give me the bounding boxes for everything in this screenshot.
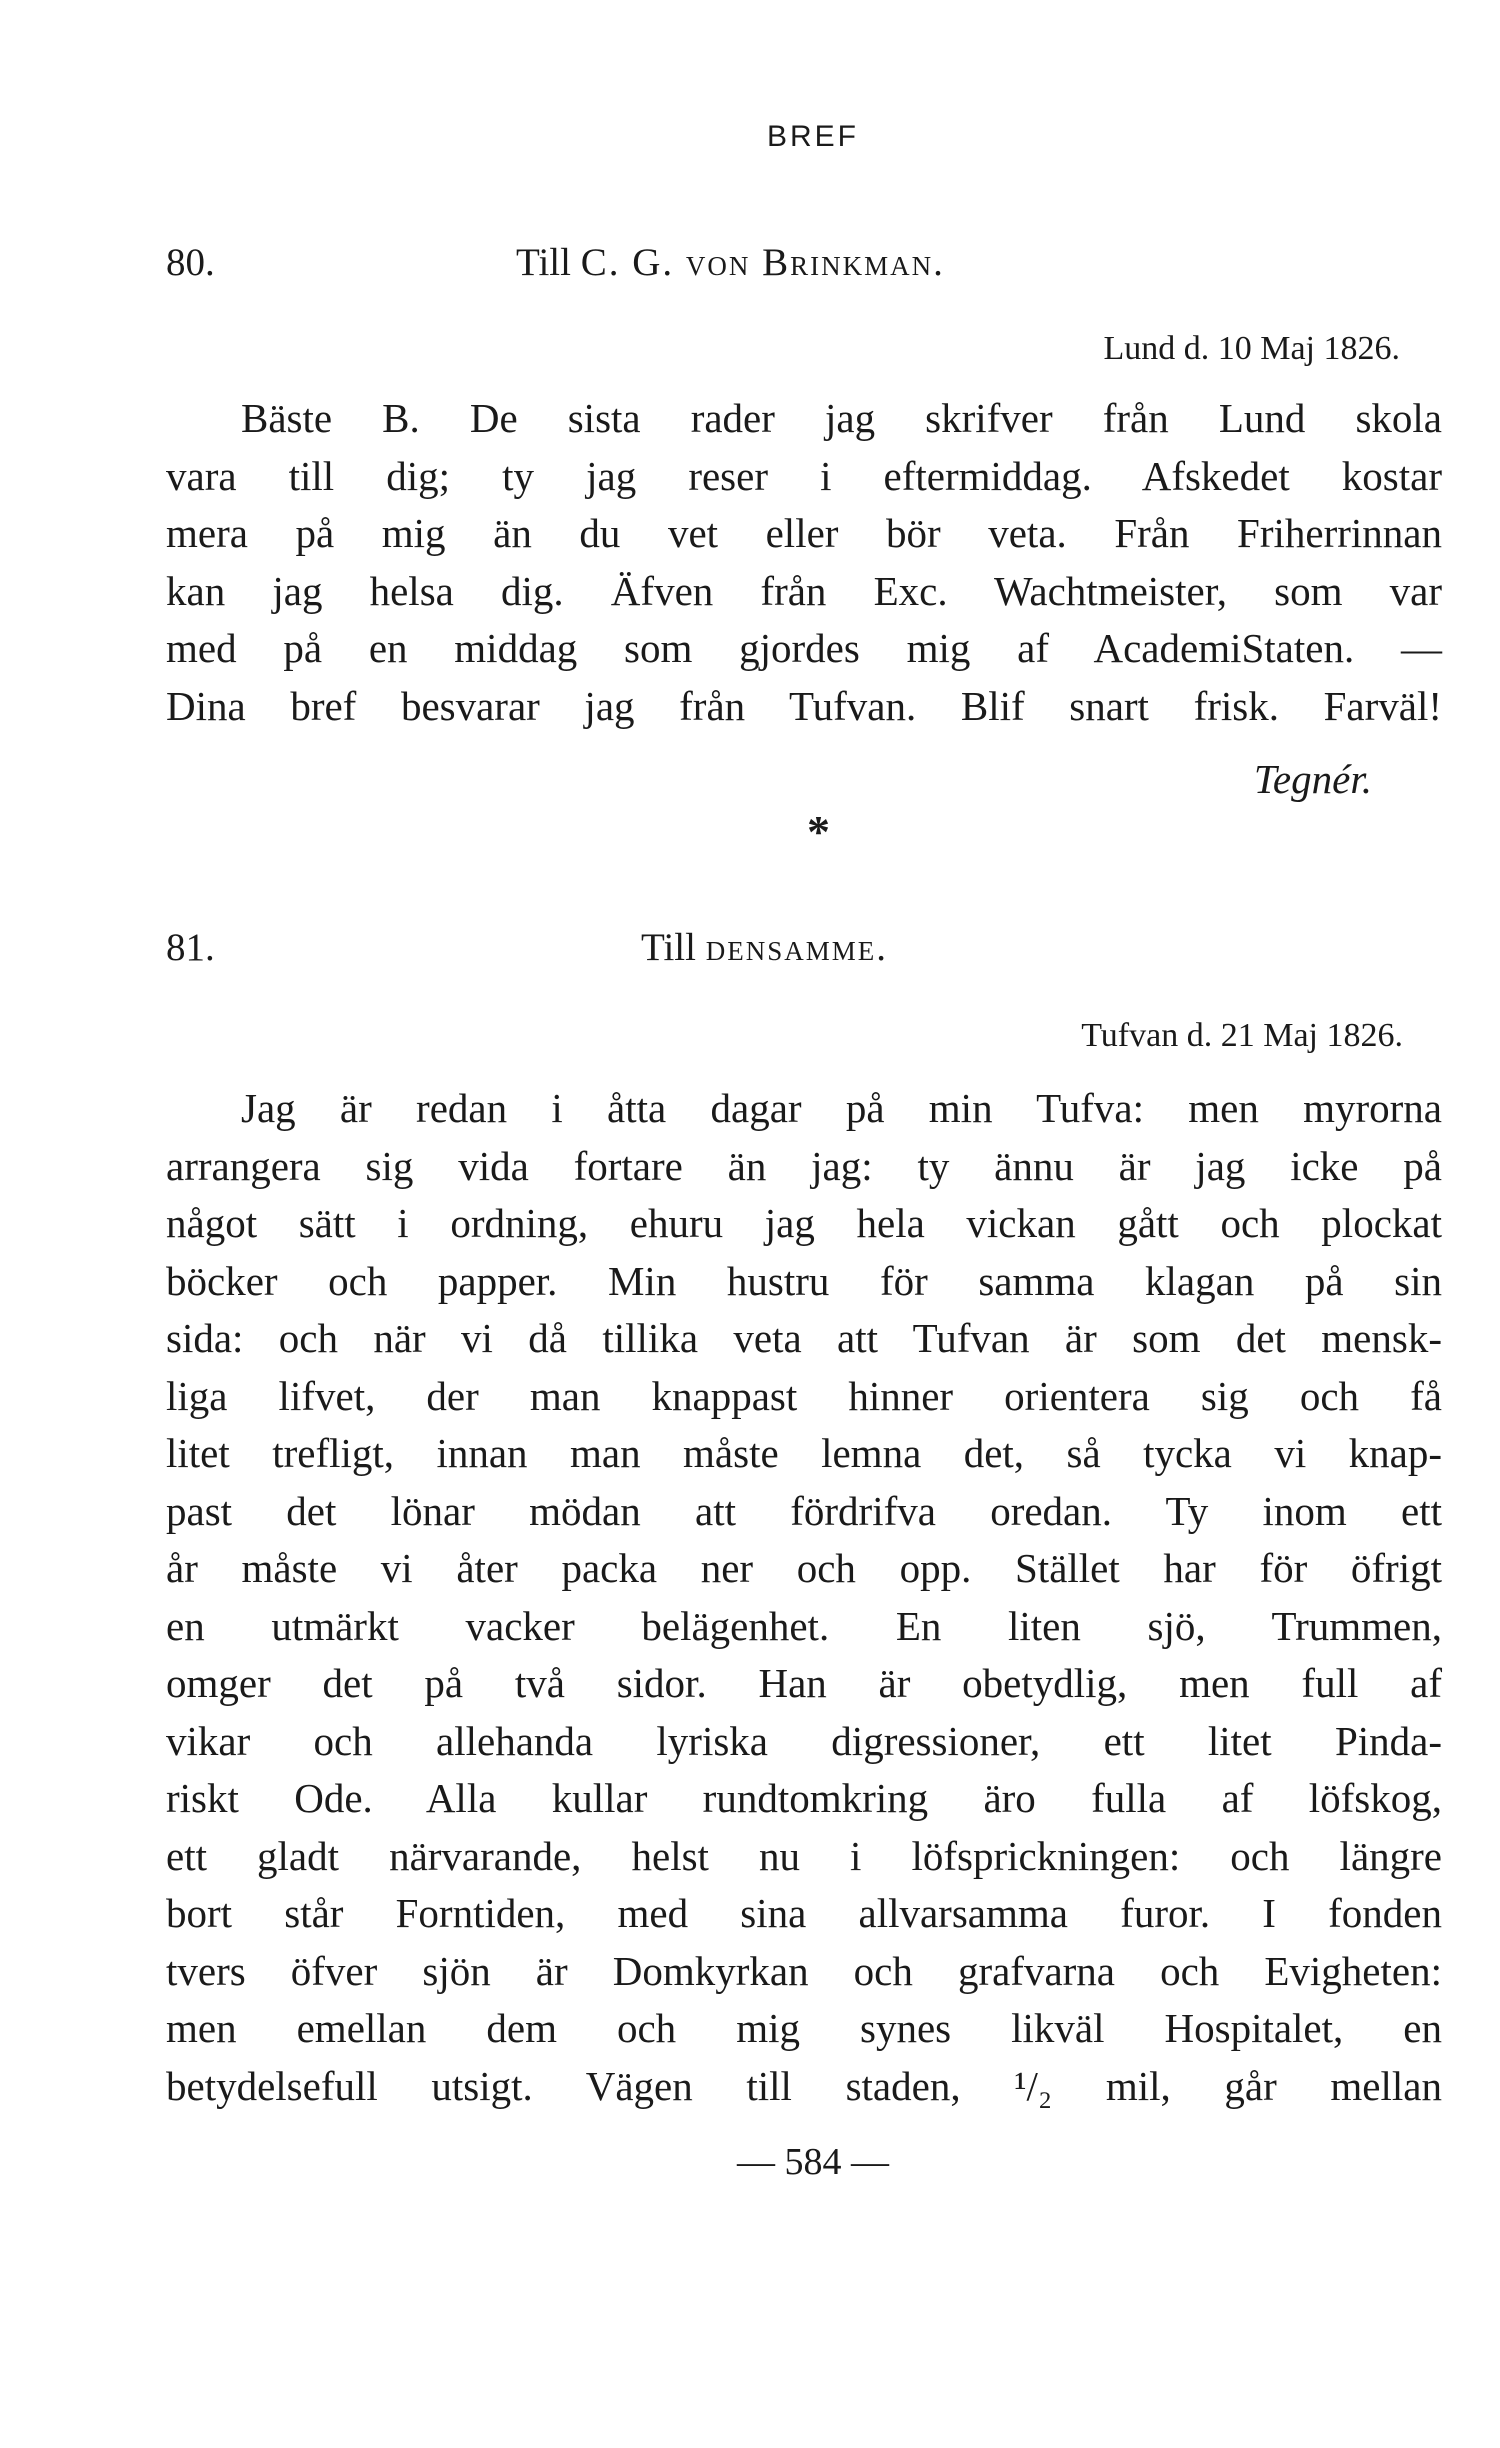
letter-number: 81. — [166, 926, 215, 969]
body-line: Bäste B. De sista rader jag skrifver från Lund skola — [241, 395, 1442, 441]
body-line: vikar och allehanda lyriska digressioner, ett litet Pinda- — [166, 1717, 1442, 1764]
recipient-name: C. G. von Brinkman. — [580, 241, 945, 284]
letter-81-body — [166, 1080, 1442, 2115]
body-line: men emellan dem och mig synes likväl Hospitalet, en — [166, 2005, 1442, 2051]
page-number: — 584 — — [737, 2141, 889, 2183]
separator-asterisk: * — [807, 806, 830, 857]
letter-80-signature: Tegnér. — [1253, 756, 1372, 802]
body-line: med på en middag som gjordes mig af AcademiStaten. — — [166, 625, 1442, 671]
letter-number: 80. — [166, 241, 215, 284]
letter-81-dateline: Tufvan d. 21 Maj 1826. — [1081, 1017, 1403, 1054]
body-line: arrangera sig vida fortare än jag: ty ännu är jag icke på — [166, 1142, 1442, 1189]
letter-heading-81 — [166, 925, 888, 970]
body-line: litet trefligt, innan man måste lemna det, så tycka vi knap- — [166, 1430, 1442, 1476]
body-line: omger det på två sidor. Han är obetydlig, men full af — [166, 1660, 1442, 1706]
body-line: Dina bref besvarar jag från Tufvan. Blif snart frisk. Farväl! — [166, 682, 1442, 729]
body-line: kan jag helsa dig. Äfven från Exc. Wachtmeister, som var — [166, 567, 1442, 614]
recipient-name: densamme. — [705, 926, 888, 969]
body-line: en utmärkt vacker belägenhet. En liten sjö, Trummen, — [166, 1602, 1442, 1649]
recipient-prefix: Till — [641, 926, 696, 969]
letter-heading-80 — [166, 240, 945, 285]
letter-80-body — [166, 390, 1442, 735]
running-head: BREF — [766, 120, 859, 153]
body-line: liga lifvet, der man knappast hinner orientera sig och få — [166, 1372, 1442, 1419]
body-line: ett gladt närvarande, helst nu i löfsprickningen: och längre — [166, 1832, 1442, 1879]
body-line: past det lönar mödan att fördrifva oredan. Ty inom ett — [166, 1487, 1442, 1534]
body-line: vara till dig; ty jag reser i eftermiddag. Afskedet kostar — [166, 452, 1442, 499]
body-line: böcker och papper. Min hustru för samma klagan på sin — [166, 1257, 1442, 1304]
recipient-prefix: Till — [516, 241, 571, 284]
body-line: år måste vi åter packa ner och opp. Stället har för öfrigt — [166, 1545, 1442, 1591]
body-line: bort står Forntiden, med sina allvarsamma furor. I fonden — [166, 1890, 1442, 1936]
body-line: mera på mig än du vet eller bör veta. Från Friherrinnan — [166, 510, 1442, 556]
body-line: sida: och när vi då tillika veta att Tufvan är som det mensk- — [166, 1315, 1442, 1361]
body-line: Jag är redan i åtta dagar på min Tufva: men myrorna — [241, 1085, 1442, 1131]
body-line: något sätt i ordning, ehuru jag hela vickan gått och plockat — [166, 1200, 1442, 1246]
body-line: betydelsefull utsigt. Vägen till staden, ¹/₂ mil, går mellan — [166, 2062, 1442, 2109]
letter-80-dateline: Lund d. 10 Maj 1826. — [1103, 330, 1400, 367]
body-line: riskt Ode. Alla kullar rundtomkring äro fulla af löfskog, — [166, 1775, 1442, 1821]
body-line: tvers öfver sjön är Domkyrkan och grafvarna och Evigheten: — [166, 1947, 1442, 1994]
